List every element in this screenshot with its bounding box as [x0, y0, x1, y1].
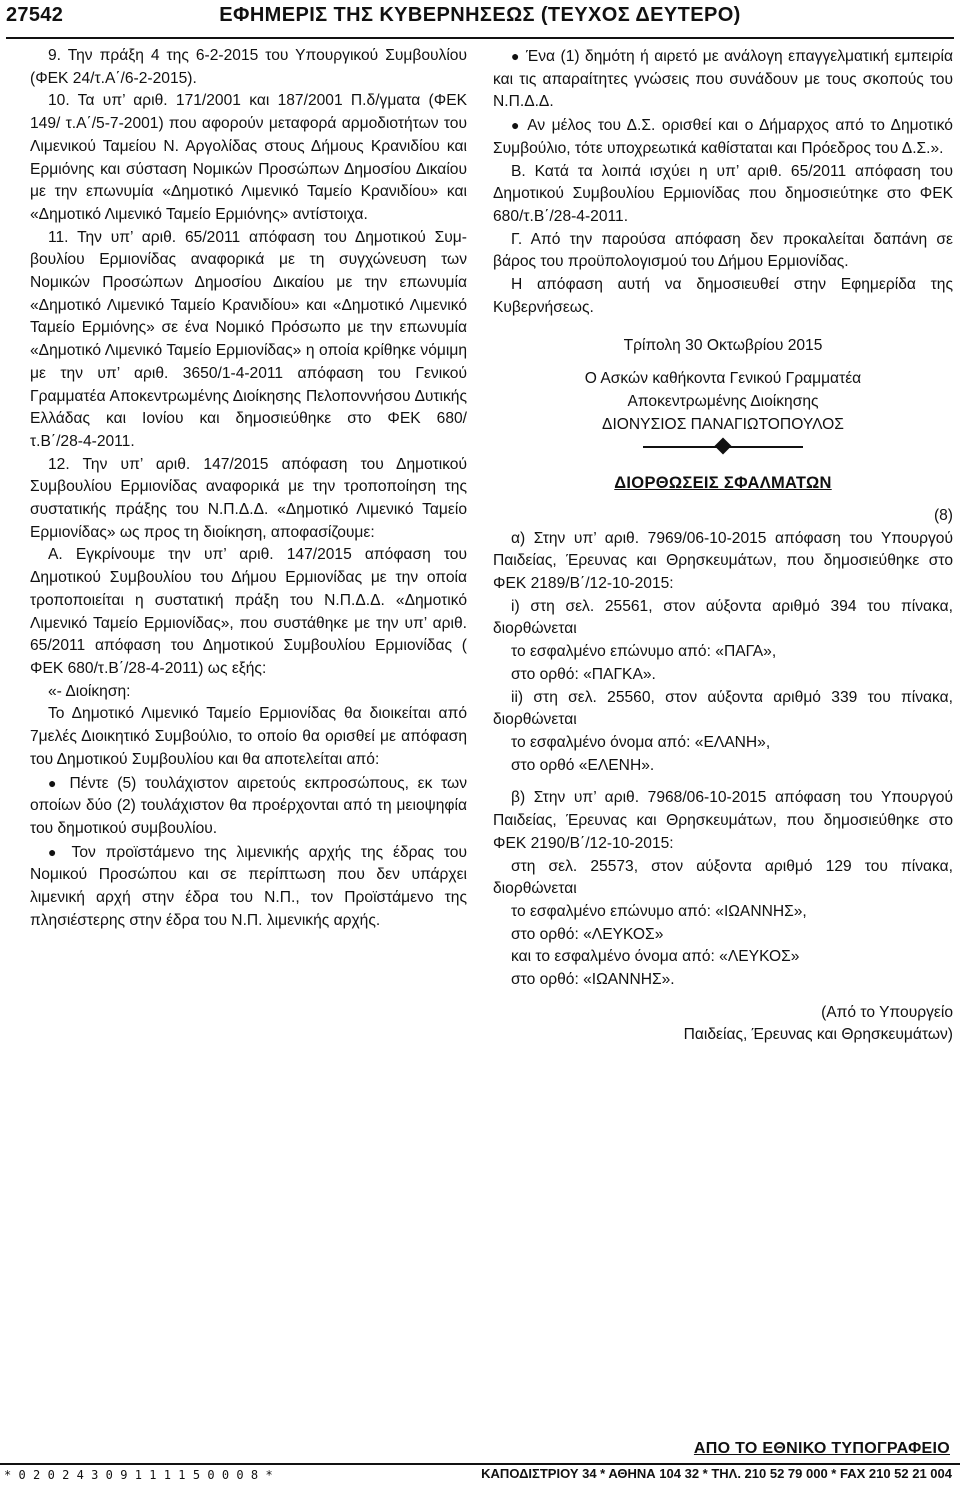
printer-address: ΚΑΠΟΔΙΣΤΡΙΟΥ 34 * ΑΘΗΝΑ 104 32 * ΤΗΛ. 210 52 79 000 * FAX 210 52 21 004: [481, 1466, 952, 1481]
correction-b-wrong-surname: το εσφαλμένο επώνυμο από: «ΙΩΑΝΝΗΣ»,: [511, 902, 807, 920]
bullet-icon: ●: [511, 117, 522, 134]
list-item-text: Αν μέλος του Δ.Σ. ορισθεί και ο Δήμαρχος από το Δημοτικό Συμβούλιο, τότε υποχρεωτικά καθίσταται και Πρόεδρος του Δ.Σ.».: [493, 117, 953, 157]
paragraph-publication: Η απόφαση αυτή να δημοσιευθεί στην Εφημερίδα της Κυβερνήσεως.: [493, 276, 953, 316]
list-item-text: Τον προϊστάμενο της λιμενικής αρχής της έδρας του Νομικού Προσώπου και σε περίπτωση που δεν υπάρχει λιμενική αρχή στην έδρα του Ν.Π., τον Προϊστάμενο της πλησιέστερης στην έδρα του Ν.Π. λιμενικής αρχής.: [30, 843, 467, 929]
printer-title: ΑΠΟ ΤΟ ΕΘΝΙΚΟ ΤΥΠΟΓΡΑΦΕΙΟ: [693, 1440, 950, 1457]
list-item: [493, 114, 953, 160]
correction-a: α) Στην υπ’ αριθ. 7969/06‑10‑2015 απόφαση του Υπουργού Παιδείας, Έρευνας και Θρησκευμάτων, που δημοσιεύθηκε στο ΦΕΚ 2189/Β΄/12‑10‑2015:: [493, 529, 953, 593]
page-footer: [0, 1420, 960, 1487]
section-divider: [493, 436, 953, 462]
header-rule: [6, 37, 954, 39]
corrections-title: ΔΙΟΡΘΩΣΕΙΣ ΣΦΑΛΜΑΤΩΝ: [614, 474, 832, 493]
paragraph-11: 11. Την υπ’ αριθ. 65/2011 απόφαση του Δημοτικού Συμβουλίου Ερμιονίδας αναφορικά με τη συγχώνευση των Νομικών Προσώπων Δημοσίου Δικαίου με την επωνυμία «Δημοτικό Λιμενικό Ταμείο Κρανιδίου» και «Δημοτικό Λιμενικό Ταμείο Ερμιόνης» σε ένα Νομικό Πρόσωπο με την επωνυμία «Δημοτικό Λιμενικό Ταμείο Ερμιονίδας» η οποία κρίθηκε νόμιμη με την υπ’ αριθ. 3650/1‑4‑2011 απόφαση του Γενικού Γραμματέα Αποκεντρωμένης Διοίκησης Πελοποννήσου Δυτικής Ελλάδας και Ιονίου και δημοσιεύθηκε στο ΦΕΚ 680/τ.Β΄/28‑4‑2011.: [30, 228, 467, 450]
list-item: [30, 772, 467, 841]
signature-authority: Αποκεντρωμένης Διοίκησης: [627, 392, 819, 410]
bullet-icon: ●: [48, 843, 62, 860]
corrections-number: (8): [933, 506, 953, 524]
correction-a-i-wrong: το εσφαλμένο επώνυμο από: «ΠΑΓΑ»,: [511, 643, 777, 661]
list-item-text: Ένα (1) δημότη ή αιρετό με ανάλογη επαγγελματική εμπειρία και τις απαραίτητες γνώσεις που συνάδουν με τους σκοπούς του Ν.Π.Δ.Δ.: [493, 48, 953, 111]
paragraph-12: 12. Την υπ’ αριθ. 147/2015 απόφαση του Δημοτικού Συμβουλίου Ερμιονίδας αναφορικά με την τροποποίηση της συστατικής πράξης του Ν.Π.Δ.Δ. «Δημοτικό Λιμενικό Ταμείο Ερμιονίδας» ως προς τη διοίκηση, αποφασίζουμε:: [30, 455, 467, 541]
left-column: [30, 45, 467, 932]
bullet-icon: ●: [48, 774, 61, 791]
source-ministry: (Από το Υπουργείο: [821, 1003, 953, 1021]
correction-a-ii: ii) στη σελ. 25560, στον αύξοντα αριθμό 339 του πίνακα, διορθώνεται: [493, 688, 953, 729]
paragraph-10: 10. Τα υπ’ αριθ. 171/2001 και 187/2001 Π.δ/γματα (ΦΕΚ 149/ τ.Α΄/5‑7‑2001) που αφορούν μεταφορά αρμοδιοτήτων του Λιμενικού Ταμείου Ν. Αργολίδας στους Δήμους Κρανιδίου και Ερμιόνης και σύσταση Νομικών Προσώπων Δημοσίου Δικαίου με την επωνυμία «Δημοτικό Λιμενικό Ταμείο Κρανιδίου» και «Δημοτικό Λιμενικό Ταμείο Ερμιόνης» αντίστοιχα.: [30, 92, 467, 223]
page-number: 27542: [6, 4, 64, 26]
list-item: [493, 45, 953, 114]
paragraph-administration: «‑ Διοίκηση:: [48, 682, 131, 700]
paragraph-9: 9. Την πράξη 4 της 6‑2‑2015 του Υπουργικού Συμβουλίου (ΦΕΚ 24/τ.Α΄/6‑2‑2015).: [30, 47, 467, 87]
signature-role: Ο Ασκών καθήκοντα Γενικού Γραμματέα: [584, 370, 862, 388]
paragraph-c: Γ. Από την παρούσα απόφαση δεν προκαλείται δαπάνη σε βάρος του προϋπολογισμού του Δήμου Ερμιονίδας.: [493, 230, 953, 271]
list-item-text: Πέντε (5) τουλάχιστον αιρετούς εκπροσώπους, εκ των οποίων δύο (2) τουλάχιστον θα προέρχονται από τη μειοψηφία του δημοτικού συμβουλίου.: [30, 774, 467, 837]
right-column: [493, 45, 953, 1047]
paragraph-board: Το Δημοτικό Λιμενικό Ταμείο Ερμιονίδας θα διοικείται από 7μελές Διοικητικό Συμβούλιο, το οποίο θα ορισθεί με απόφαση του Δημοτικού Συμβουλίου και θα αποτελείται από:: [30, 705, 467, 768]
correction-a-i-right: στο ορθό: «ΠΑΓΚΑ».: [511, 665, 656, 683]
correction-b-right-surname: στο ορθό: «ΛΕΥΚΟΣ»: [511, 925, 664, 943]
correction-b-wrong-name: και το εσφαλμένο όνομα από: «ΛΕΥΚΟΣ»: [511, 948, 800, 966]
correction-a-i: i) στη σελ. 25561, στον αύξοντα αριθμό 394 του πίνακα, διορθώνεται: [493, 597, 953, 638]
correction-b: β) Στην υπ’ αριθ. 7968/06‑10‑2015 απόφαση του Υπουργού Παιδείας, Έρευνας και Θρησκευμάτων, που δημοσιεύθηκε στο ΦΕΚ 2190/Β΄/12‑10‑2015:: [493, 789, 953, 852]
signature-name: ΔΙΟΝΥΣΙΟΣ ΠΑΝΑΓΙΩΤΟΠΟΥΛΟΣ: [602, 415, 844, 433]
footer-rule: [0, 1463, 960, 1465]
paragraph-b: Β. Κατά τα λοιπά ισχύει η υπ’ αριθ. 65/2011 απόφαση του Δημοτικού Συμβουλίου Ερμιονίδας που δημοσιεύτηκε στο ΦΕΚ 680/τ.Β΄/28‑4‑2011.: [493, 162, 953, 225]
paragraph-a: Α. Εγκρίνουμε την υπ’ αριθ. 147/2015 απόφαση του Δημοτικού Συμβουλίου του Δήμου Ερμιονίδας με την οποία τροποποιείται η συστατική πράξη του Ν.Π.Δ.Δ. «Δημοτικό Λιμενικό Ταμείο Ερμιονίδας», που συστάθηκε με την υπ’ αριθ. 65/2011 απόφαση του Δημοτικού Συμβουλίου Ερμιονίδας ( ΦΕΚ 680/τ.Β΄/28‑4‑2011) ως εξής:: [30, 546, 467, 677]
gazette-title: ΕΦΗΜΕΡΙΣ ΤΗΣ ΚΥΒΕΡΝΗΣΕΩΣ (ΤΕΥΧΟΣ ΔΕΥΤΕΡΟ): [219, 4, 741, 26]
signature-place-date: Τρίπολη 30 Οκτωβρίου 2015: [623, 337, 823, 355]
list-item: [30, 841, 467, 933]
correction-a-ii-wrong: το εσφαλμένο όνομα από: «ΕΛΑΝΗ»,: [511, 733, 771, 751]
barcode-text: *02024309111150008*: [4, 1468, 280, 1482]
correction-a-ii-right: στο ορθό «ΕΛΕΝΗ».: [511, 756, 655, 774]
correction-b-location: στη σελ. 25573, στον αύξοντα αριθμό 129 του πίνακα, διορθώνεται: [493, 857, 953, 898]
page-header: [6, 2, 954, 38]
correction-b-right-name: στο ορθό: «ΙΩΑΝΝΗΣ».: [511, 971, 675, 989]
source-ministry-name: Παιδείας, Έρευνας και Θρησκευμάτων): [683, 1026, 953, 1044]
bullet-icon: ●: [511, 48, 521, 64]
diamond-icon: [715, 438, 732, 455]
